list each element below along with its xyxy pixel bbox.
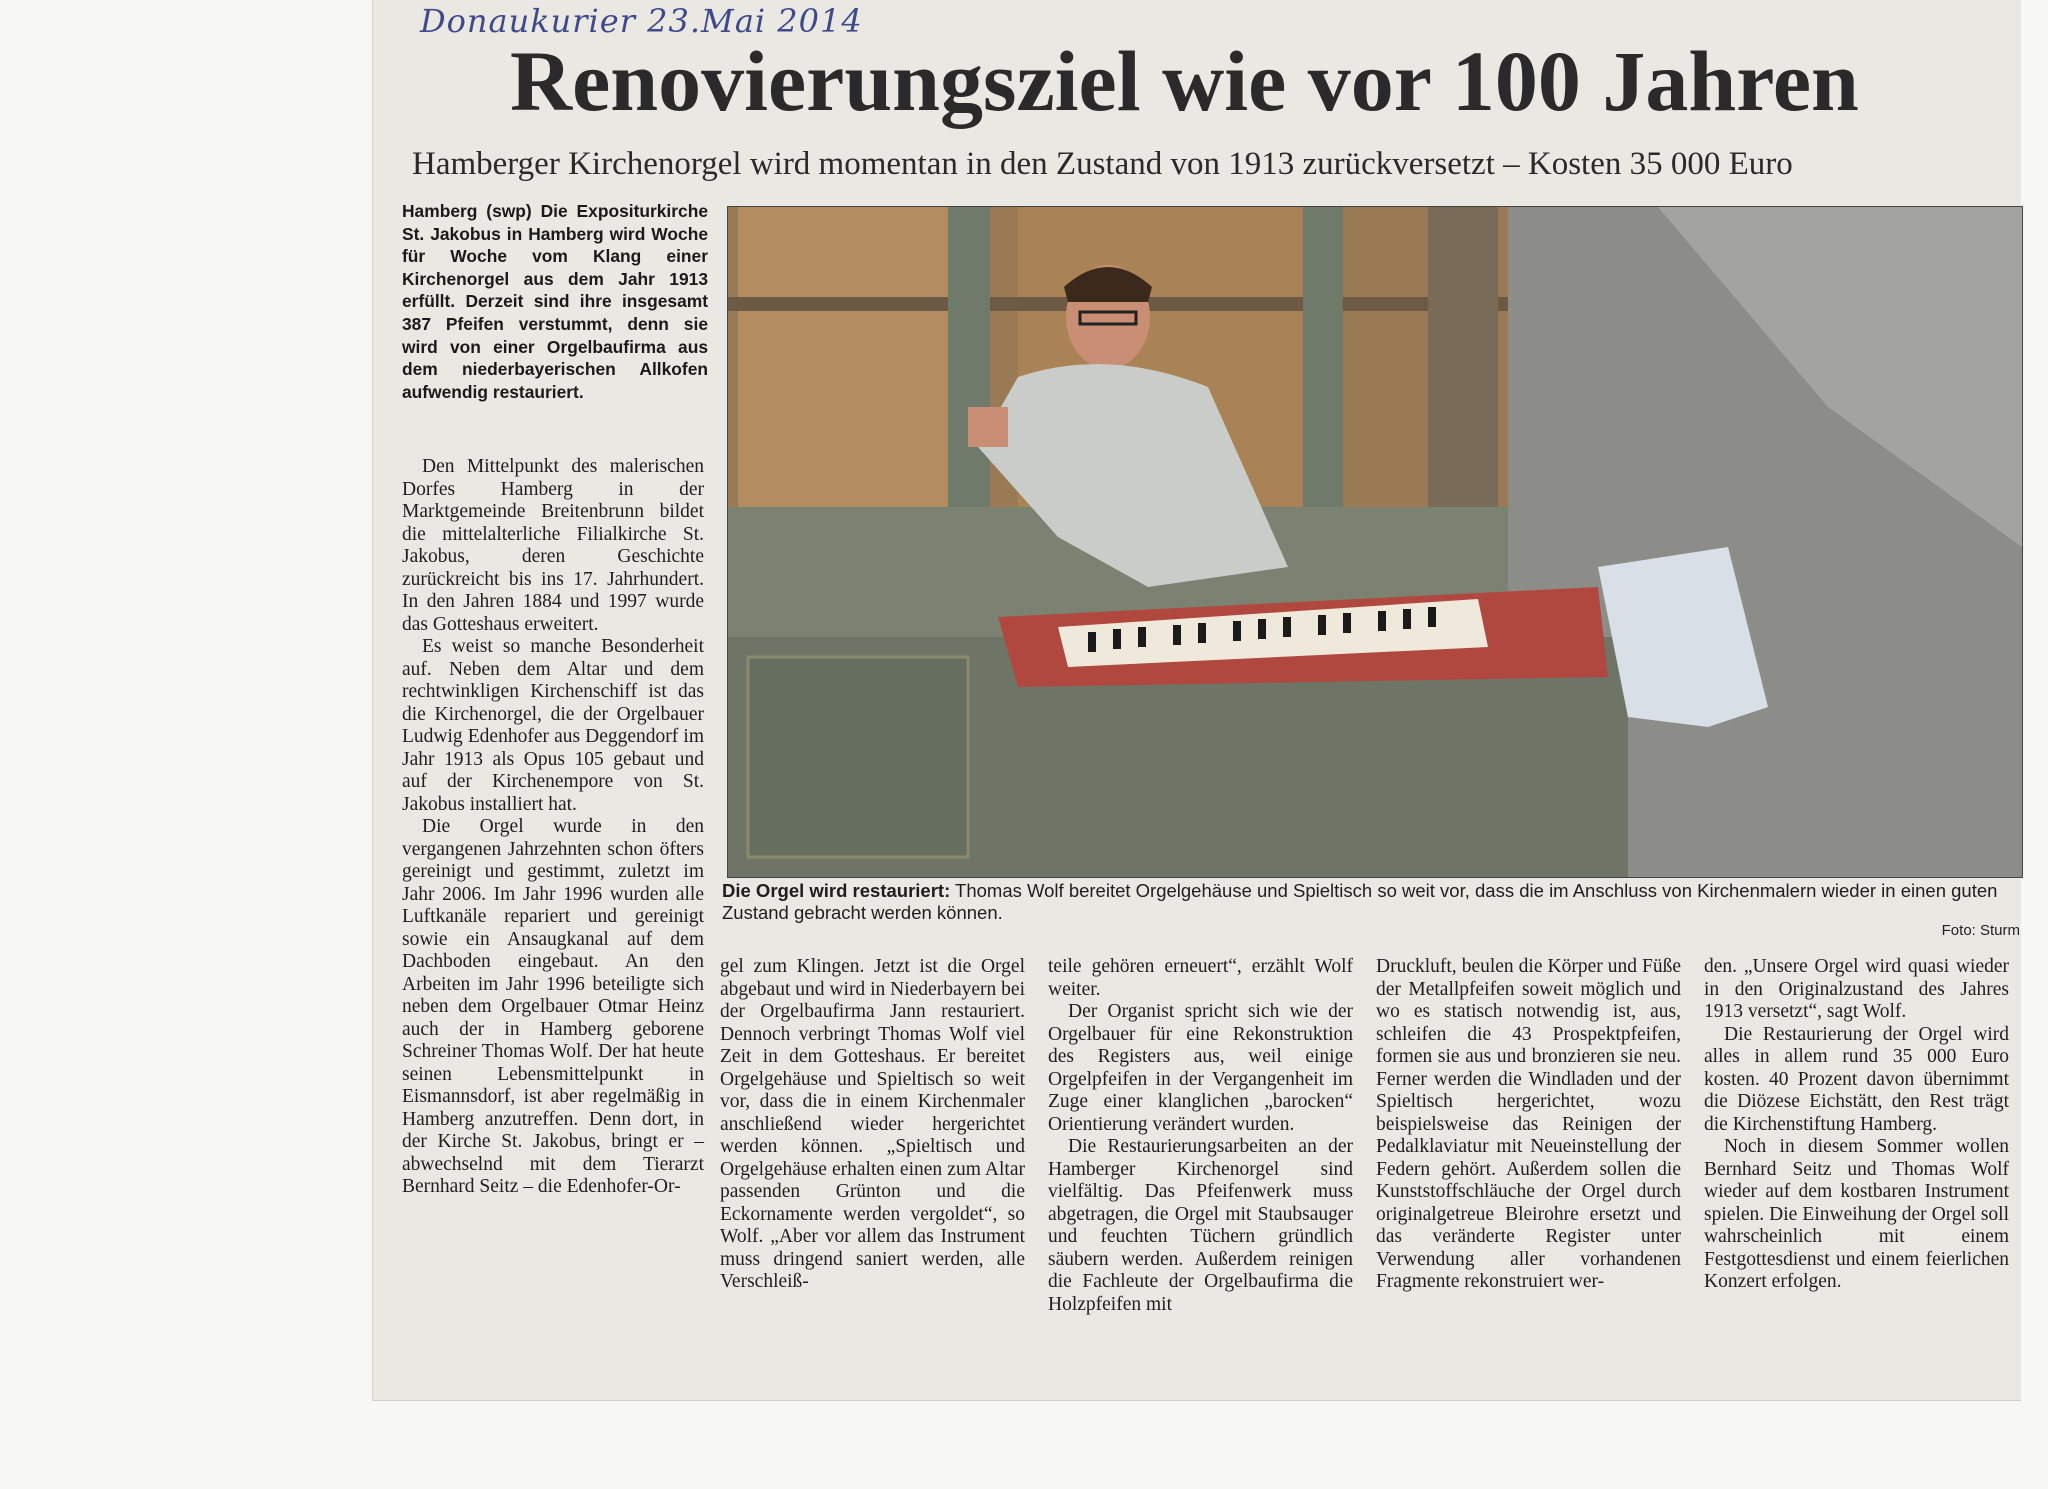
organ-restoration-photo: [727, 206, 2023, 878]
photo-caption: [722, 880, 2018, 924]
caption-text: Thomas Wolf bereitet Orgelgehäuse und Spieltisch so weit vor, dass die im Anschluss von Kirchenmalern wieder in einen guten Zustand gebracht werden können.: [722, 880, 1998, 923]
paragraph: gel zum Klingen. Jetzt ist die Orgel abgebaut und wird in Niederbayern bei der Orgelbaufirma Jann restauriert. Dennoch verbringt Thomas Wolf viel Zeit in dem Gotteshaus. Er bereitet Orgelgehäuse und Spieltisch so weit vor, dass die in einem Kirchenmaler anschließend wieder hergerichtet werden können. „Spieltisch und Orgelgehäuse erhalten einen zum Altar passenden Grünton und die Eckornamente werden vergoldet“, so Wolf. „Aber vor allem das Instrument muss dringend saniert werden, alle Verschleiß-: [720, 956, 1025, 1292]
article-column-4: [1376, 956, 1681, 1294]
subheadline: Hamberger Kirchenorgel wird momentan in den Zustand von 1913 zurückversetzt – Kosten 35 000 Euro: [412, 146, 1793, 182]
lead-paragraph: Hamberg (swp) Die Expositurkirche St. Jakobus in Hamberg wird Woche für Woche vom Klang einer Kirchenorgel aus dem Jahr 1913 erfüllt. Derzeit sind ihre insgesamt 387 Pfeifen verstummt, denn sie wird von einer Orgelbaufirma aus dem niederbayerischen Allkofen aufwendig restauriert.: [402, 201, 708, 402]
paragraph: Noch in diesem Sommer wollen Bernhard Seitz und Thomas Wolf wieder auf dem kostbaren Instrument spielen. Die Einweihung der Orgel soll wahrscheinlich mit einem Festgottesdienst und einem feierlichen Konzert erfolgen.: [1704, 1136, 2009, 1292]
caption-title: Die Orgel wird restauriert:: [722, 880, 951, 901]
paragraph: Druckluft, beulen die Körper und Füße der Metallpfeifen soweit möglich und wo es statisch notwendig ist, aus, schleifen die 43 Prospektpfeifen, formen sie aus und bronzieren sie neu. Ferner werden die Windladen und der Spieltisch hergerichtet, wozu beispielsweise das Reinigen der Pedalklaviatur mit Neueinstellung der Federn gehört. Außerdem sollen die Kunststoffschläuche der Orgel durch originalgetreue Bleirohre ersetzt und das veränderte Register unter Verwendung aller vorhandenen Fragmente rekonstruiert wer-: [1376, 956, 1681, 1292]
paragraph: Die Restaurierung der Orgel wird alles in allem rund 35 000 Euro kosten. 40 Prozent davon übernimmt die Diözese Eichstätt, den Rest trägt die Kirchenstiftung Hamberg.: [1704, 1023, 2009, 1135]
article-column-5: [1704, 956, 2009, 1294]
paragraph: teile gehören erneuert“, erzählt Wolf weiter.: [1048, 956, 1353, 1000]
article-column-1: [402, 456, 704, 1199]
article-column-2: [720, 956, 1025, 1294]
article-column-3: [1048, 956, 1353, 1316]
paragraph: Die Orgel wurde in den vergangenen Jahrzehnten schon öfters gereinigt und gestimmt, zuletzt im Jahr 2006. Im Jahr 1996 wurden alle Luftkanäle repariert und gereinigt sowie ein Ansaugkanal auf dem Dachboden eingebaut. An den Arbeiten im Jahr 1996 beteiligte sich neben dem Orgelbauer Otmar Heinz auch der in Hamberg geborene Schreiner Thomas Wolf. Der hat heute seinen Lebensmittelpunkt in Eismannsdorf, ist aber regelmäßig in Hamberg anzutreffen. Denn dort, in der Kirche St. Jakobus, bringt er – abwechselnd mit dem Tierarzt Bernhard Seitz – die Edenhofer-Or-: [402, 816, 704, 1197]
paragraph: Der Organist spricht sich wie der Orgelbauer für eine Rekonstruktion des Registers aus, weil einige Orgelpfeifen in der Vergangenheit im Zuge einer klanglichen „barocken“ Orientierung verändert wurden.: [1048, 1001, 1353, 1135]
paragraph: Die Restaurierungsarbeiten an der Hamberger Kirchenorgel sind vielfältig. Das Pfeifenwerk muss abgetragen, die Orgel mit Staubsauger und feuchten Tüchern gründlich säubern werden. Außerdem reinigen die Fachleute der Orgelbaufirma die Holzpfeifen mit: [1048, 1136, 1353, 1315]
paragraph: Den Mittelpunkt des malerischen Dorfes Hamberg in der Marktgemeinde Breitenbrunn bildet die mittelalterliche Filialkirche St. Jakobus, deren Geschichte zurückreicht bis ins 17. Jahrhundert. In den Jahren 1884 und 1997 wurde das Gotteshaus erweitert.: [402, 456, 704, 635]
paragraph: den. „Unsere Orgel wird quasi wieder in den Originalzustand des Jahres 1913 versetzt“, sagt Wolf.: [1704, 956, 2009, 1022]
handwritten-source-note: Donaukurier 23.Mai 2014: [420, 2, 863, 40]
photo-credit: Foto: Sturm: [1941, 922, 2020, 939]
headline: Renovierungsziel wie vor 100 Jahren: [510, 33, 1859, 129]
paragraph: Es weist so manche Besonderheit auf. Neben dem Altar und dem rechtwinkligen Kirchenschiff ist das die Kirchenorgel, die der Orgelbauer Ludwig Edenhofer aus Deggendorf im Jahr 1913 als Opus 105 gebaut und auf der Kirchenempore von St. Jakobus installiert hat.: [402, 636, 704, 815]
